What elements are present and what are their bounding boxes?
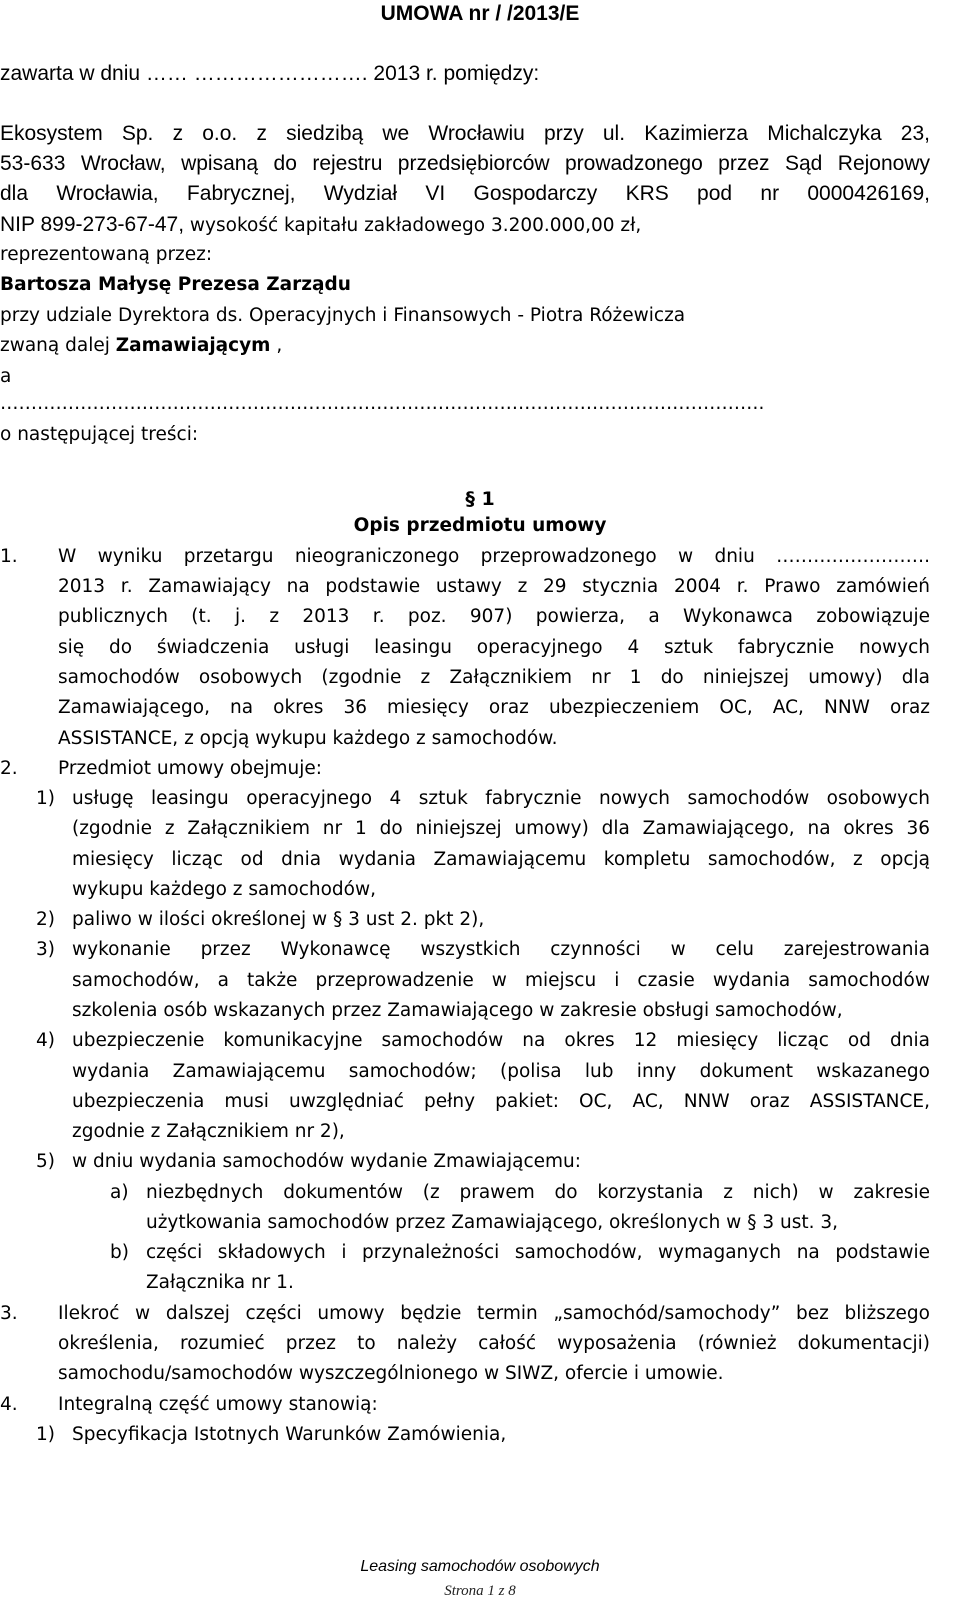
subitem-a-line: użytkowania samochodów przez Zamawiającego, określonych w § 3 ust. 3, [146,1212,839,1233]
paragraph-1-line: 2013 r. Zamawiający na podstawie ustawy z 29 stycznia 2004 r. Prawo zamówień [58,576,930,597]
item-3-number: 3) [36,939,55,960]
header-line-registry: 53-633 Wrocław, wpisaną do rejestru przedsiębiorców prowadzonego przez Sąd Rejonowy [0,152,930,175]
item-4-line: ubezpieczenie komunikacyjne samochodów na okres 12 miesięcy licząc od dnia [72,1030,930,1051]
p4-item-1-line: Specyfikacja Istotnych Warunków Zamówienia, [72,1424,507,1445]
nip-text: NIP 899-273-67-47, [0,213,190,236]
document-title: UMOWA nr / /2013/E [380,2,580,25]
paragraph-1-number: 1. [0,546,18,567]
subitem-b-number: b) [110,1242,129,1263]
paragraph-1-line: się do świadczenia usługi leasingu operacyjnego 4 sztuk fabrycznie nowych [58,637,930,658]
header-line-court: dla Wrocławia, Fabrycznej, Wydział VI Gospodarczy KRS pod nr 0000426169, [0,182,930,205]
item-4-number: 4) [36,1030,55,1051]
item-4-line: zgodnie z Załącznikiem nr 2), [72,1121,345,1142]
page-number: Strona 1 z 8 [444,1583,516,1599]
p4-item-1-number: 1) [36,1424,55,1445]
paragraph-3-number: 3. [0,1303,18,1324]
item-1-number: 1) [36,788,55,809]
header-line-called [0,335,282,356]
paragraph-1-line: W wyniku przetargu nieograniczonego przeprowadzonego w dniu ……………………. [58,546,930,567]
paragraph-1-line: samochodów osobowych (zgodnie z Załącznikiem nr 1 do niniejszej umowy) dla [58,667,930,688]
subitem-a-number: a) [110,1182,129,1203]
header-line-content: o następującej treści: [0,424,199,445]
item-2-number: 2) [36,909,55,930]
paragraph-3-line: określenia, rozumieć przez to należy całość wyposażenia (również dokumentacji) [58,1333,930,1354]
section-title: Opis przedmiotu umowy [353,515,607,536]
item-1-line: miesięcy licząc od dnia wydania Zamawiającemu kompletu samochodów, z opcją [72,849,930,870]
item-4-line: ubezpieczenia musi uwzględniać pełny pakiet: OC, AC, NNW oraz ASSISTANCE, [72,1091,930,1112]
item-5-line: w dniu wydania samochodów wydanie Zmawiającemu: [72,1151,582,1172]
item-1-line: wykupu każdego z samochodów, [72,879,376,900]
item-3-line: samochodów, a także przeprowadzenie w miejscu i czasie wydania samochodów [72,970,930,991]
item-4-line: wydania Zamawiającemu samochodów; (polisa lub inny dokument wskazanego [72,1061,930,1082]
section-number: § 1 [465,488,495,510]
header-line-and: a [0,366,12,387]
paragraph-3-line: samochodu/samochodów wyszczególnionego w SIWZ, ofercie i umowie. [58,1363,724,1384]
subitem-b-line: Załącznika nr 1. [146,1272,294,1293]
item-3-line: wykonanie przez Wykonawcę wszystkich czynności w celu zarejestrowania [72,939,930,960]
paragraph-2-number: 2. [0,758,18,779]
called-prefix: zwaną dalej [0,335,116,356]
paragraph-1-line: ASSISTANCE, z opcją wykupu każdego z samochodów. [58,728,558,749]
subitem-b-line: części składowych i przynależności samochodów, wymaganych na podstawie [146,1242,930,1263]
item-3-line: szkolenia osób wskazanych przez Zamawiającego w zakresie obsługi samochodów, [72,1000,843,1021]
paragraph-2-intro: Przedmiot umowy obejmuje: [58,758,322,779]
header-line-nip [0,213,641,237]
paragraph-3-line: Ilekroć w dalszej części umowy będzie termin „samochód/samochody” bez bliższego [58,1303,930,1324]
item-1-line: usługę leasingu operacyjnego 4 sztuk fabrycznie nowych samochodów osobowych [72,788,930,809]
header-line-date: zawarta w dniu …… ……………………. 2013 r. pomiędzy: [0,62,540,85]
header-line-party: Ekosystem Sp. z o.o. z siedzibą we Wrocławiu przy ul. Kazimierza Michalczyka 23, [0,122,930,145]
header-line-placeholder: ……………………………………………………………………………………………………………. [0,393,765,414]
subitem-a-line: niezbędnych dokumentów (z prawem do korzystania z nich) w zakresie [146,1182,930,1203]
capital-text: wysokość kapitału zakładowego 3.200.000,00 zł, [189,215,642,236]
paragraph-4-line: Integralną część umowy stanowią: [58,1394,378,1415]
called-role: Zamawiającym [115,335,271,356]
paragraph-4-number: 4. [0,1394,18,1415]
called-suffix: , [270,335,283,356]
paragraph-1-line: publicznych (t. j. z 2013 r. poz. 907) powierza, a Wykonawca zobowiązuje [58,606,930,627]
header-line-represented: reprezentowaną przez: [0,244,213,265]
header-line-director: przy udziale Dyrektora ds. Operacyjnych i Finansowych - Piotra Różewicza [0,305,686,326]
header-line-president: Bartosza Małysę Prezesa Zarządu [0,274,351,295]
item-2-line: paliwo w ilości określonej w § 3 ust 2. pkt 2), [72,909,485,930]
item-5-number: 5) [36,1151,55,1172]
footer-title: Leasing samochodów osobowych [360,1558,600,1575]
paragraph-1-line: Zamawiającego, na okres 36 miesięcy oraz ubezpieczeniem OC, AC, NNW oraz [58,697,930,718]
item-1-line: (zgodnie z Załącznikiem nr 1 do niniejszej umowy) dla Zamawiającego, na okres 36 [72,818,930,839]
